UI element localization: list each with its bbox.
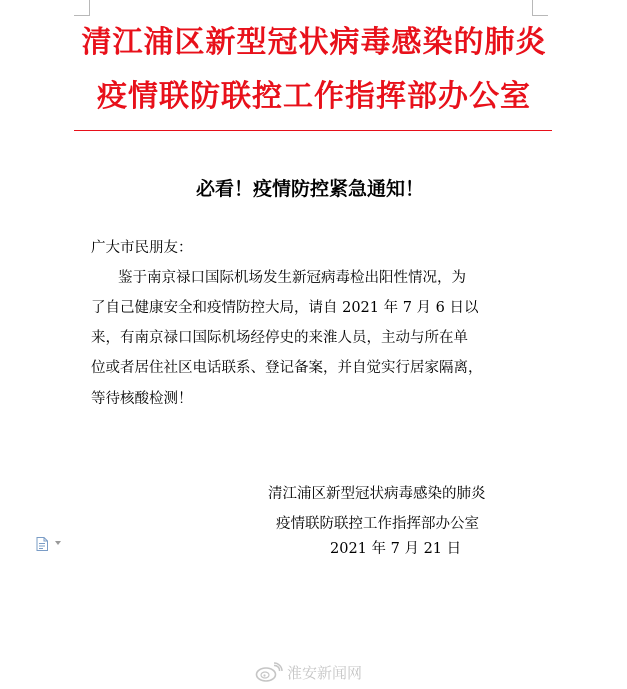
body-line-5: 等待核酸检测！ [91,391,193,407]
crop-mark-top-left-vertical [89,0,90,15]
signature-date: 2021 年 7 月 21 日 [330,541,462,557]
header-title-line-2: 疫情联防联控工作指挥部办公室 [97,79,531,114]
watermark [255,661,362,683]
weibo-logo-icon [255,662,283,682]
notice-title: 必看！疫情防控紧急通知！ [195,178,424,200]
crop-mark-top-right-horizontal [532,15,548,16]
body-line-1: 鉴于南京禄口国际机场发生新冠病毒检出阳性情况，为 [118,270,466,286]
crop-mark-top-right-vertical [532,0,533,15]
body-line-3: 来，有南京禄口国际机场经停史的来淮人员，主动与所在单 [91,330,468,346]
body-line-4: 位或者居住社区电话联系、登记备案，并自觉实行居家隔离， [91,360,483,376]
chevron-down-icon[interactable] [55,541,61,546]
salutation: 广大市民朋友： [91,240,193,256]
document-icon[interactable] [36,537,48,551]
header-red-rule [74,130,552,131]
signature-org-line-2: 疫情联防联控工作指挥部办公室 [276,516,479,532]
crop-mark-top-left-horizontal [74,15,90,16]
signature-org-line-1: 清江浦区新型冠状病毒感染的肺炎 [268,486,486,502]
watermark-text: 淮安新闻网 [287,663,363,682]
body-line-2: 了自己健康安全和疫情防控大局，请自 2021 年 7 月 6 日以 [91,300,479,316]
header-title-line-1: 清江浦区新型冠状病毒感染的肺炎 [81,25,547,60]
